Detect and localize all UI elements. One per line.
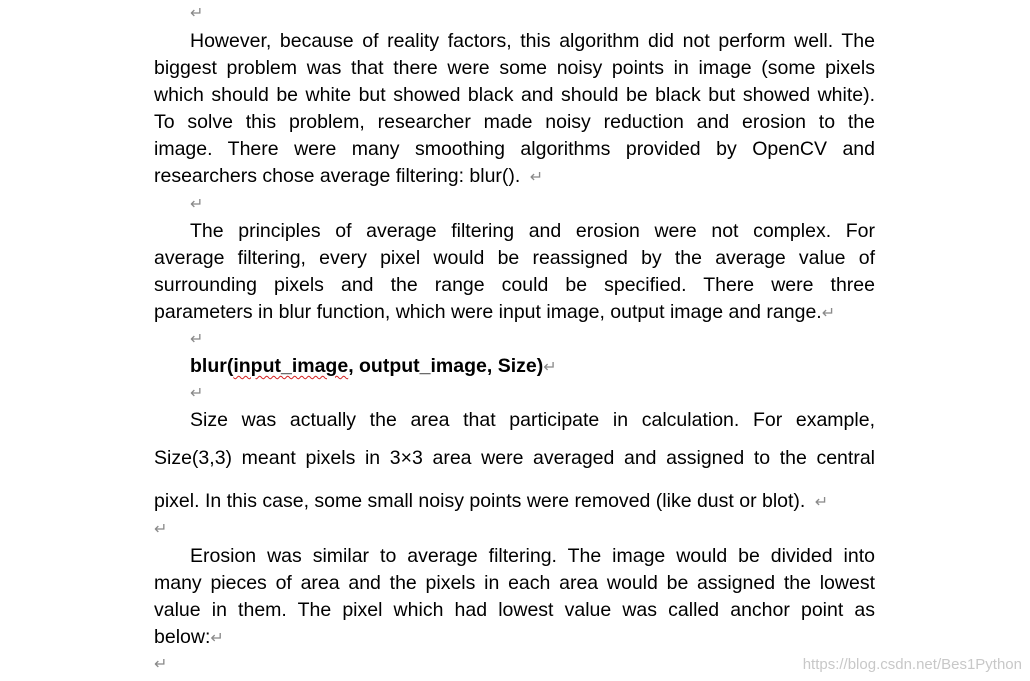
- paragraph-line: surrounding pixels and the range could be specified. There were three: [154, 274, 875, 296]
- paragraph-line: [154, 299, 875, 326]
- paragraph-line: The principles of average filtering and erosion were not complex. For: [190, 220, 875, 242]
- paragraph-line: Size was actually the area that participate in calculation. For example,: [190, 409, 875, 431]
- paragraph-mark: ↵: [529, 169, 544, 186]
- watermark: https://blog.csdn.net/Bes1Python: [802, 656, 1022, 673]
- paragraph-line-text: researchers chose average filtering: blur().: [154, 165, 521, 187]
- empty-paragraph-mark: ↵: [190, 331, 204, 348]
- empty-paragraph-mark: ↵: [190, 5, 204, 22]
- paragraph-line: [154, 488, 875, 515]
- code-suffix: , output_image, Size): [348, 355, 544, 377]
- paragraph-line: many pieces of area and the pixels in each area would be assigned the lowest: [154, 572, 875, 594]
- paragraph-line: biggest problem was that there were some noisy points in image (some pixels: [154, 57, 875, 79]
- paragraph-line-text: below:: [154, 626, 211, 648]
- empty-paragraph-mark: ↵: [154, 656, 168, 673]
- paragraph-line: which should be white but showed black and should be black but showed white).: [154, 84, 875, 106]
- empty-paragraph-mark: ↵: [190, 196, 204, 213]
- paragraph-line: To solve this problem, researcher made noisy reduction and erosion to the: [154, 111, 875, 133]
- code-prefix: blur(: [190, 355, 234, 377]
- paragraph-line: Size(3,3) meant pixels in 3×3 area were averaged and assigned to the central: [154, 447, 875, 469]
- paragraph-line-text: parameters in blur function, which were input image, output image and range.: [154, 301, 822, 323]
- code-line: [190, 353, 875, 380]
- paragraph-line: value in them. The pixel which had lowest value was called anchor point as: [154, 599, 875, 621]
- paragraph-mark: ↵: [821, 305, 836, 322]
- paragraph-line: average filtering, every pixel would be reassigned by the average value of: [154, 247, 875, 269]
- paragraph-line: image. There were many smoothing algorithms provided by OpenCV and: [154, 138, 875, 160]
- paragraph-line: [154, 624, 875, 651]
- paragraph-mark: ↵: [814, 494, 829, 511]
- spellcheck-underlined-word: input_image: [233, 355, 349, 377]
- empty-paragraph-mark: ↵: [154, 521, 168, 538]
- paragraph-line-text: pixel. In this case, some small noisy points were removed (like dust or blot).: [154, 490, 806, 512]
- empty-paragraph-mark: ↵: [190, 385, 204, 402]
- paragraph-mark: ↵: [543, 359, 557, 376]
- paragraph-line: [154, 163, 875, 190]
- paragraph-line: However, because of reality factors, this algorithm did not perform well. The: [190, 30, 875, 52]
- paragraph-mark: ↵: [210, 630, 224, 647]
- paragraph-line: Erosion was similar to average filtering. The image would be divided into: [190, 545, 875, 567]
